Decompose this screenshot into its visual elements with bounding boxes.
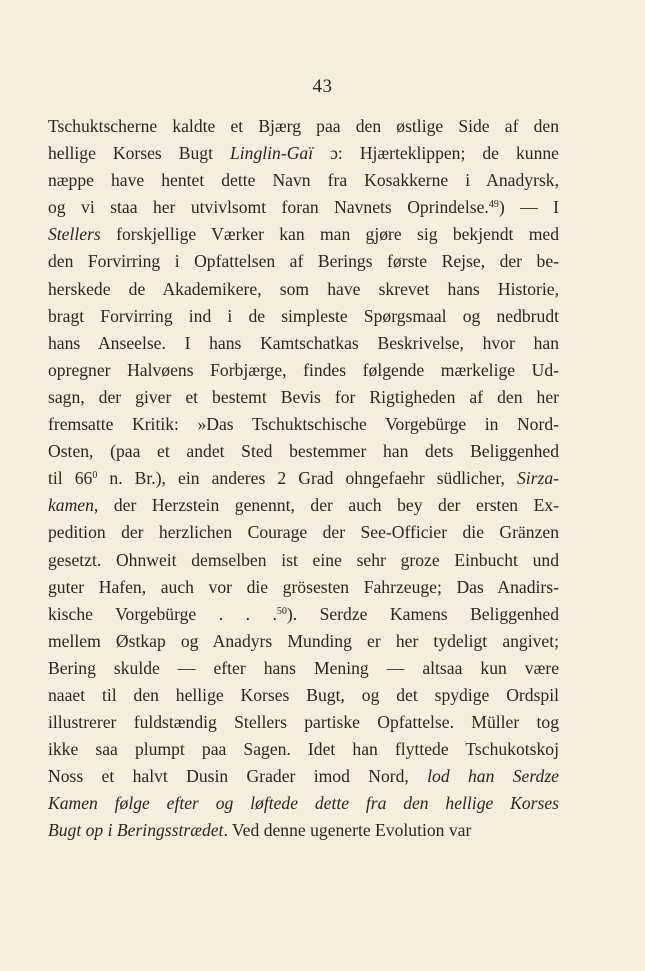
text-segment: og vi staa her utvivlsomt foran Navnets Oprindelse. xyxy=(48,197,489,218)
text-line xyxy=(48,790,559,817)
text-segment: , der Herzstein genennt, der auch bey der ersten Ex- xyxy=(93,495,559,516)
text-segment: gesetzt. Ohnweit demselben ist eine sehr groze Einbucht und xyxy=(48,549,559,570)
italic-text: lod han Serdze xyxy=(427,766,559,787)
text-segment: ). Serdze Kamens Beliggenhed xyxy=(286,603,559,624)
text-line xyxy=(48,817,559,844)
text-line xyxy=(48,601,559,628)
text-line xyxy=(48,438,559,465)
text-segment: naaet til den hellige Korses Bugt, og det spydige Ordspil xyxy=(48,684,559,705)
text-segment: fremsatte Kritik: »Das Tschuktschische Vorgebürge in Nord- xyxy=(48,414,559,435)
page-number: 43 xyxy=(312,76,333,97)
text-line xyxy=(48,465,559,492)
italic-text: Sirza- xyxy=(516,468,559,489)
italic-text: Bugt op i Beringsstrædet xyxy=(48,820,224,841)
text-line xyxy=(48,492,559,519)
text-line xyxy=(48,303,559,330)
text-segment: guter Hafen, auch vor die grösesten Fahrzeuge; Das Anadirs- xyxy=(48,576,559,597)
text-segment: ɔ: Hjærteklippen; de kunne xyxy=(313,143,559,164)
text-segment: hellige Korses Bugt xyxy=(48,143,230,164)
text-line xyxy=(48,411,559,438)
text-segment: mellem Østkap og Anadyrs Munding er her tydeligt angivet; xyxy=(48,630,559,651)
text-segment: forskjellige Værker kan man gjøre sig bekjendt med xyxy=(100,224,559,245)
text-line xyxy=(48,221,559,248)
text-segment: herskede de Akademikere, som have skrevet hans Historie, xyxy=(48,278,559,299)
footnote-ref: 50 xyxy=(276,605,287,617)
text-line xyxy=(48,655,559,682)
text-segment: sagn, der giver et bestemt Bevis for Rigtigheden af den her xyxy=(48,386,559,407)
italic-text: Linglin-Gaï xyxy=(230,143,314,164)
italic-text: kamen xyxy=(48,495,94,516)
text-line xyxy=(48,763,559,790)
text-line xyxy=(48,357,559,384)
text-segment: ikke saa plumpt paa Sagen. Idet han flyttede Tschukotskoj xyxy=(48,739,559,760)
text-segment: Osten, (paa et andet Sted bestemmer han dets Beliggenhed xyxy=(48,441,559,462)
text-line xyxy=(48,330,559,357)
text-line xyxy=(48,682,559,709)
text-segment: Bering skulde — efter hans Mening — altsaa kun være xyxy=(48,657,559,678)
italic-text: Stellers xyxy=(48,224,101,245)
text-line xyxy=(48,736,559,763)
text-segment: den Forvirring i Opfattelsen af Berings første Rejse, der be- xyxy=(48,251,559,272)
body-text xyxy=(48,113,559,845)
text-segment: Noss et halvt Dusin Grader imod Nord, xyxy=(48,766,428,787)
text-segment: hans Anseelse. I hans Kamtschatkas Beskrivelse, hvor han xyxy=(48,332,559,353)
text-segment: pedition der herzlichen Courage der See-Officier die Gränzen xyxy=(48,522,559,543)
footnote-ref: 49 xyxy=(488,199,499,211)
text-segment: bragt Forvirring ind i de simpleste Spørgsmaal og nedbrudt xyxy=(48,305,559,326)
text-segment: til 66 xyxy=(48,468,93,489)
text-line xyxy=(48,709,559,736)
text-line xyxy=(48,519,559,546)
italic-text: Kamen følge efter og løftede dette fra den hellige Korses xyxy=(48,793,559,814)
text-segment: kische Vorgebürge . . . xyxy=(48,603,277,624)
text-line xyxy=(48,194,559,221)
text-segment: . Ved denne ugenerte Evolution var xyxy=(223,820,472,841)
text-segment: næppe have hentet dette Navn fra Kosakkerne i Anadyrsk, xyxy=(48,170,559,191)
text-segment: n. Br.), ein anderes 2 Grad ohngefaehr südlicher, xyxy=(97,468,517,489)
text-segment: opregner Halvøens Forbjærge, findes følgende mærkelige Ud- xyxy=(48,359,559,380)
text-line xyxy=(48,167,559,194)
footnote-ref: 0 xyxy=(92,470,98,482)
text-line xyxy=(48,140,559,167)
text-line xyxy=(48,628,559,655)
text-segment: illustrerer fuldstændig Stellers partiske Opfattelse. Müller tog xyxy=(48,712,559,733)
text-line xyxy=(48,384,559,411)
text-line xyxy=(48,547,559,574)
text-line xyxy=(48,113,559,140)
text-line xyxy=(48,574,559,601)
text-line xyxy=(48,248,559,275)
text-segment: ) — I xyxy=(498,197,560,218)
text-line xyxy=(48,276,559,303)
text-segment: Tschuktscherne kaldte et Bjærg paa den østlige Side af den xyxy=(48,116,559,136)
